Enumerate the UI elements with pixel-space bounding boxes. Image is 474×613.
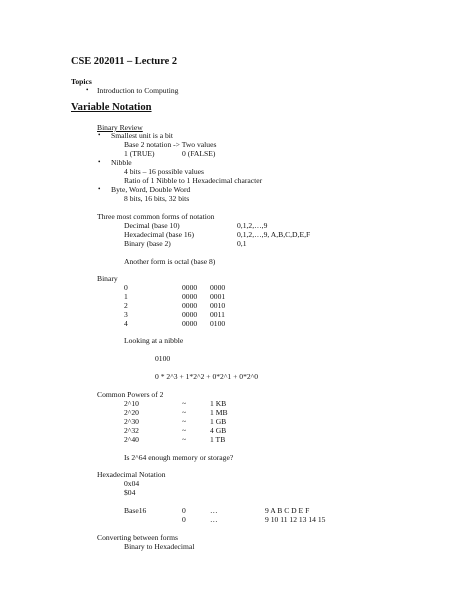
table-cell: 2^40 [124,435,139,444]
table-cell: 1 GB [210,417,227,426]
powers-heading: Common Powers of 2 [97,390,164,399]
bullet-icon: • [98,158,101,166]
topics-heading: Topics [71,77,92,86]
table-cell: 0 [182,515,186,524]
bit-true-value: 1 (TRUE) [124,149,155,158]
list-item: Byte, Word, Double Word [111,185,191,194]
table-cell: 2^20 [124,408,139,417]
notation-digits: 0,1 [237,239,247,248]
table-cell: 0 [124,283,128,292]
table-cell: 0000 [210,283,226,292]
hex-example: $04 [124,488,136,497]
table-cell: 9 A B C D E F [265,506,310,515]
table-cell: 2 [124,301,128,310]
powers-question: Is 2^64 enough memory or storage? [124,453,234,462]
table-cell: 1 KB [210,399,227,408]
table-cell: 1 TB [210,435,226,444]
bullet-icon: • [98,131,101,139]
bullet-icon: • [98,185,101,193]
page-title: CSE 202011 – Lecture 2 [71,56,178,67]
hex-heading: Hexadecimal Notation [97,470,166,479]
table-cell: 0100 [210,319,226,328]
table-cell: 2^32 [124,426,139,435]
table-cell: … [210,506,218,515]
converting-heading: Converting between forms [97,533,178,542]
table-cell: 9 10 11 12 13 14 15 [265,515,326,524]
table-cell: 0000 [182,283,198,292]
nibble-value: 0100 [155,354,171,363]
table-cell: 4 GB [210,426,227,435]
table-cell: 3 [124,310,128,319]
list-subitem: 4 bits – 16 possible values [124,167,204,176]
notation-name: Decimal (base 10) [124,221,180,230]
list-subitem: 8 bits, 16 bits, 32 bits [124,194,190,203]
binary-heading: Binary [97,274,118,283]
list-subitem: Base 2 notation -> Two values [124,140,217,149]
table-cell: 4 [124,319,128,328]
octal-note: Another form is octal (base 8) [124,257,216,266]
notation-name: Binary (base 2) [124,239,171,248]
table-cell: ~ [182,399,187,408]
table-cell: ~ [182,408,187,417]
table-cell: 1 MB [210,408,228,417]
converting-item: Binary to Hexadecimal [124,542,195,551]
table-cell: 0000 [182,292,198,301]
table-cell: 2^30 [124,417,139,426]
base16-label: Base16 [124,506,147,515]
table-cell: 2^10 [124,399,139,408]
table-cell: ~ [182,435,187,444]
table-cell: 0010 [210,301,226,310]
notation-name: Hexadecimal (base 16) [124,230,194,239]
section-heading: Variable Notation [71,102,152,113]
nibble-expansion: 0 * 2^3 + 1*2^2 + 0*2^1 + 0*2^0 [155,372,259,381]
hex-example: 0x04 [124,479,140,488]
list-subitem: Ratio of 1 Nibble to 1 Hexadecimal character [124,176,263,185]
table-cell: 0 [182,506,186,515]
notation-digits: 0,1,2,…,9, A,B,C,D,E,F [237,230,311,239]
list-item: Smallest unit is a bit [111,131,174,140]
table-cell: ~ [182,426,187,435]
table-cell: 0000 [182,310,198,319]
table-cell: 0001 [210,292,226,301]
binary-review-heading: Binary Review [97,123,143,132]
table-cell: 0000 [182,319,198,328]
table-cell: 0011 [210,310,225,319]
bit-false-value: 0 (FALSE) [182,149,216,158]
nibble-label: Looking at a nibble [124,336,184,345]
table-cell: 0000 [182,301,198,310]
table-cell: 1 [124,292,128,301]
notation-heading: Three most common forms of notation [97,212,215,221]
table-cell: ~ [182,417,187,426]
notation-digits: 0,1,2,…,9 [237,221,268,230]
bullet-icon: • [86,86,89,94]
list-item: Nibble [111,158,132,167]
topic-item: Introduction to Computing [97,86,179,95]
table-cell: … [210,515,218,524]
